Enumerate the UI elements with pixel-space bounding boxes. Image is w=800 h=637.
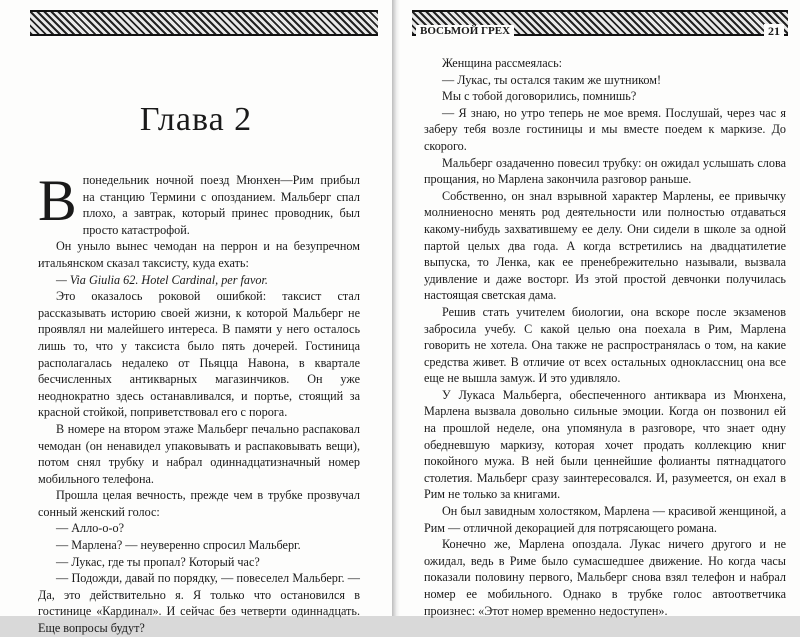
paragraph: — Марлена? — неуверенно спросил Мальберг.: [56, 538, 301, 553]
header-ornament: [30, 10, 378, 36]
running-head-title: ВОСЬМОЙ ГРЕХ: [416, 25, 514, 37]
page-number: 21: [764, 24, 784, 39]
drop-cap: В: [38, 168, 77, 233]
paragraph: Прошла целая вечность, прежде чем в трубке прозвучал сонный женский голос:: [38, 488, 360, 519]
right-body-text: [424, 55, 786, 619]
paragraph: — Подожди, давай по порядку, — повеселел Мальберг. — Да, это действительно я. Я только что остановился в гостинице «Кардинал». И сейчас без четверти одиннадцать. Еще вопросы будут?: [38, 571, 360, 636]
paragraph: Собственно, он знал взрывной характер Марлены, ее привычку молниеносно менять род деятельности или полностью отдаваться какому-нибудь захватившему ее делу. Они сидели в школе за одной партой целых два года. А когда встретились на двадцатилетие выпуска, то Ленка, как ее пренебрежительно называли, вызвала удивление и даже восторг. Из этой простой девчонки получилась настоящая светская дама.: [424, 188, 786, 303]
page-gutter: [392, 0, 400, 616]
paragraph: В номере на втором этаже Мальберг печально распаковал чемодан (он ненавидел упаковывать и распаковывать вещи), потом снял трубку и набрал одиннадцатизначный номер мобильного телефона.: [38, 421, 360, 486]
paragraph: Женщина рассмеялась:: [442, 56, 563, 70]
paragraph: — Лукас, ты остался таким же шутником!: [442, 72, 662, 87]
paragraph: — Лукас, где ты пропал? Который час?: [56, 554, 260, 569]
paragraph: понедельник ночной поезд Мюнхен—Рим прибыл на станцию Термини с опозданием. Мальберг спал плохо, а завтрак, который принес проводник, был просто катастрофой.: [82, 173, 360, 237]
paragraph: Решив стать учителем биологии, она вскоре после экзаменов забросила учебу. С какой целью она поехала в Рим, Марлена говорить не хотела. Она также не распространялась о том, на какие средства живет. В отличие от всех остальных одноклассниц она все еще не вышла замуж. И это удивляло.: [424, 304, 786, 386]
paragraph: Мы с тобой договорились, помнишь?: [442, 89, 637, 104]
running-head: [416, 22, 784, 40]
paragraph: У Лукаса Мальберга, обеспеченного антиквара из Мюнхена, Марлена вызвала довольно сильные эмоции. Когда он позвонил ей на прошлой неделе, она упомянула в разговоре, что знает одну обедневшую маркизу, которая хочет продать коллекцию книг покойного мужа. В ней были ценнейшие фолианты пятнадцатого столетия. Мальберг сразу заинтересовался. И, разумеется, он ехал в Рим не только за книгами.: [424, 387, 786, 502]
left-body-text: [38, 168, 360, 637]
chapter-title: Глава 2: [139, 100, 253, 138]
paragraph: Конечно же, Марлена опоздала. Лукас ничего другого и не ожидал, ведь в Риме было сумасшедшее движение. Но когда часы показали половину первого, Мальберг снова взял телефон и набрал номер ее мобильного. Однако в трубке голос автоответчика произнес: «Этот номер временно недоступен».: [424, 537, 786, 618]
paragraph: Мальберг озадаченно повесил трубку: он ожидал услышать слова прощания, но Марлена закончила разговор раньше.: [424, 155, 786, 187]
paragraph: Это оказалось роковой ошибкой: таксист стал рассказывать историю своей жизни, к которой Мальберг не проявлял ни малейшего интереса. В памяти у него осталось лишь то, что у таксиста было пять дочерей. Гостиница располагалась недалеко от Пьяцца Навона, в квартале бесчисленных антикварных магазинчиков. Он уже неоднократно здесь останавливался, и портье, стоящий за красной стойкой, поприветствовал его с порога.: [38, 289, 360, 420]
right-page: [400, 0, 800, 616]
paragraph: Он был завидным холостяком, Марлена — красивой женщиной, а Рим — отличной декорацией для потрясающего романа.: [424, 504, 786, 535]
paragraph: Он уныло вынес чемодан на перрон и на безупречном итальянском сказал таксисту, куда ехать:: [38, 239, 360, 270]
paragraph: — Алло-о-о?: [56, 521, 125, 536]
paragraph: — Я знаю, но утро теперь не мое время. Послушай, через час я заберу тебя возле гостиницы и мы вместе поедем к маркизе. До скорого.: [424, 105, 786, 153]
left-page: [0, 0, 392, 636]
paragraph: — Via Giulia 62. Hotel Cardinal, per favor.: [56, 272, 268, 287]
